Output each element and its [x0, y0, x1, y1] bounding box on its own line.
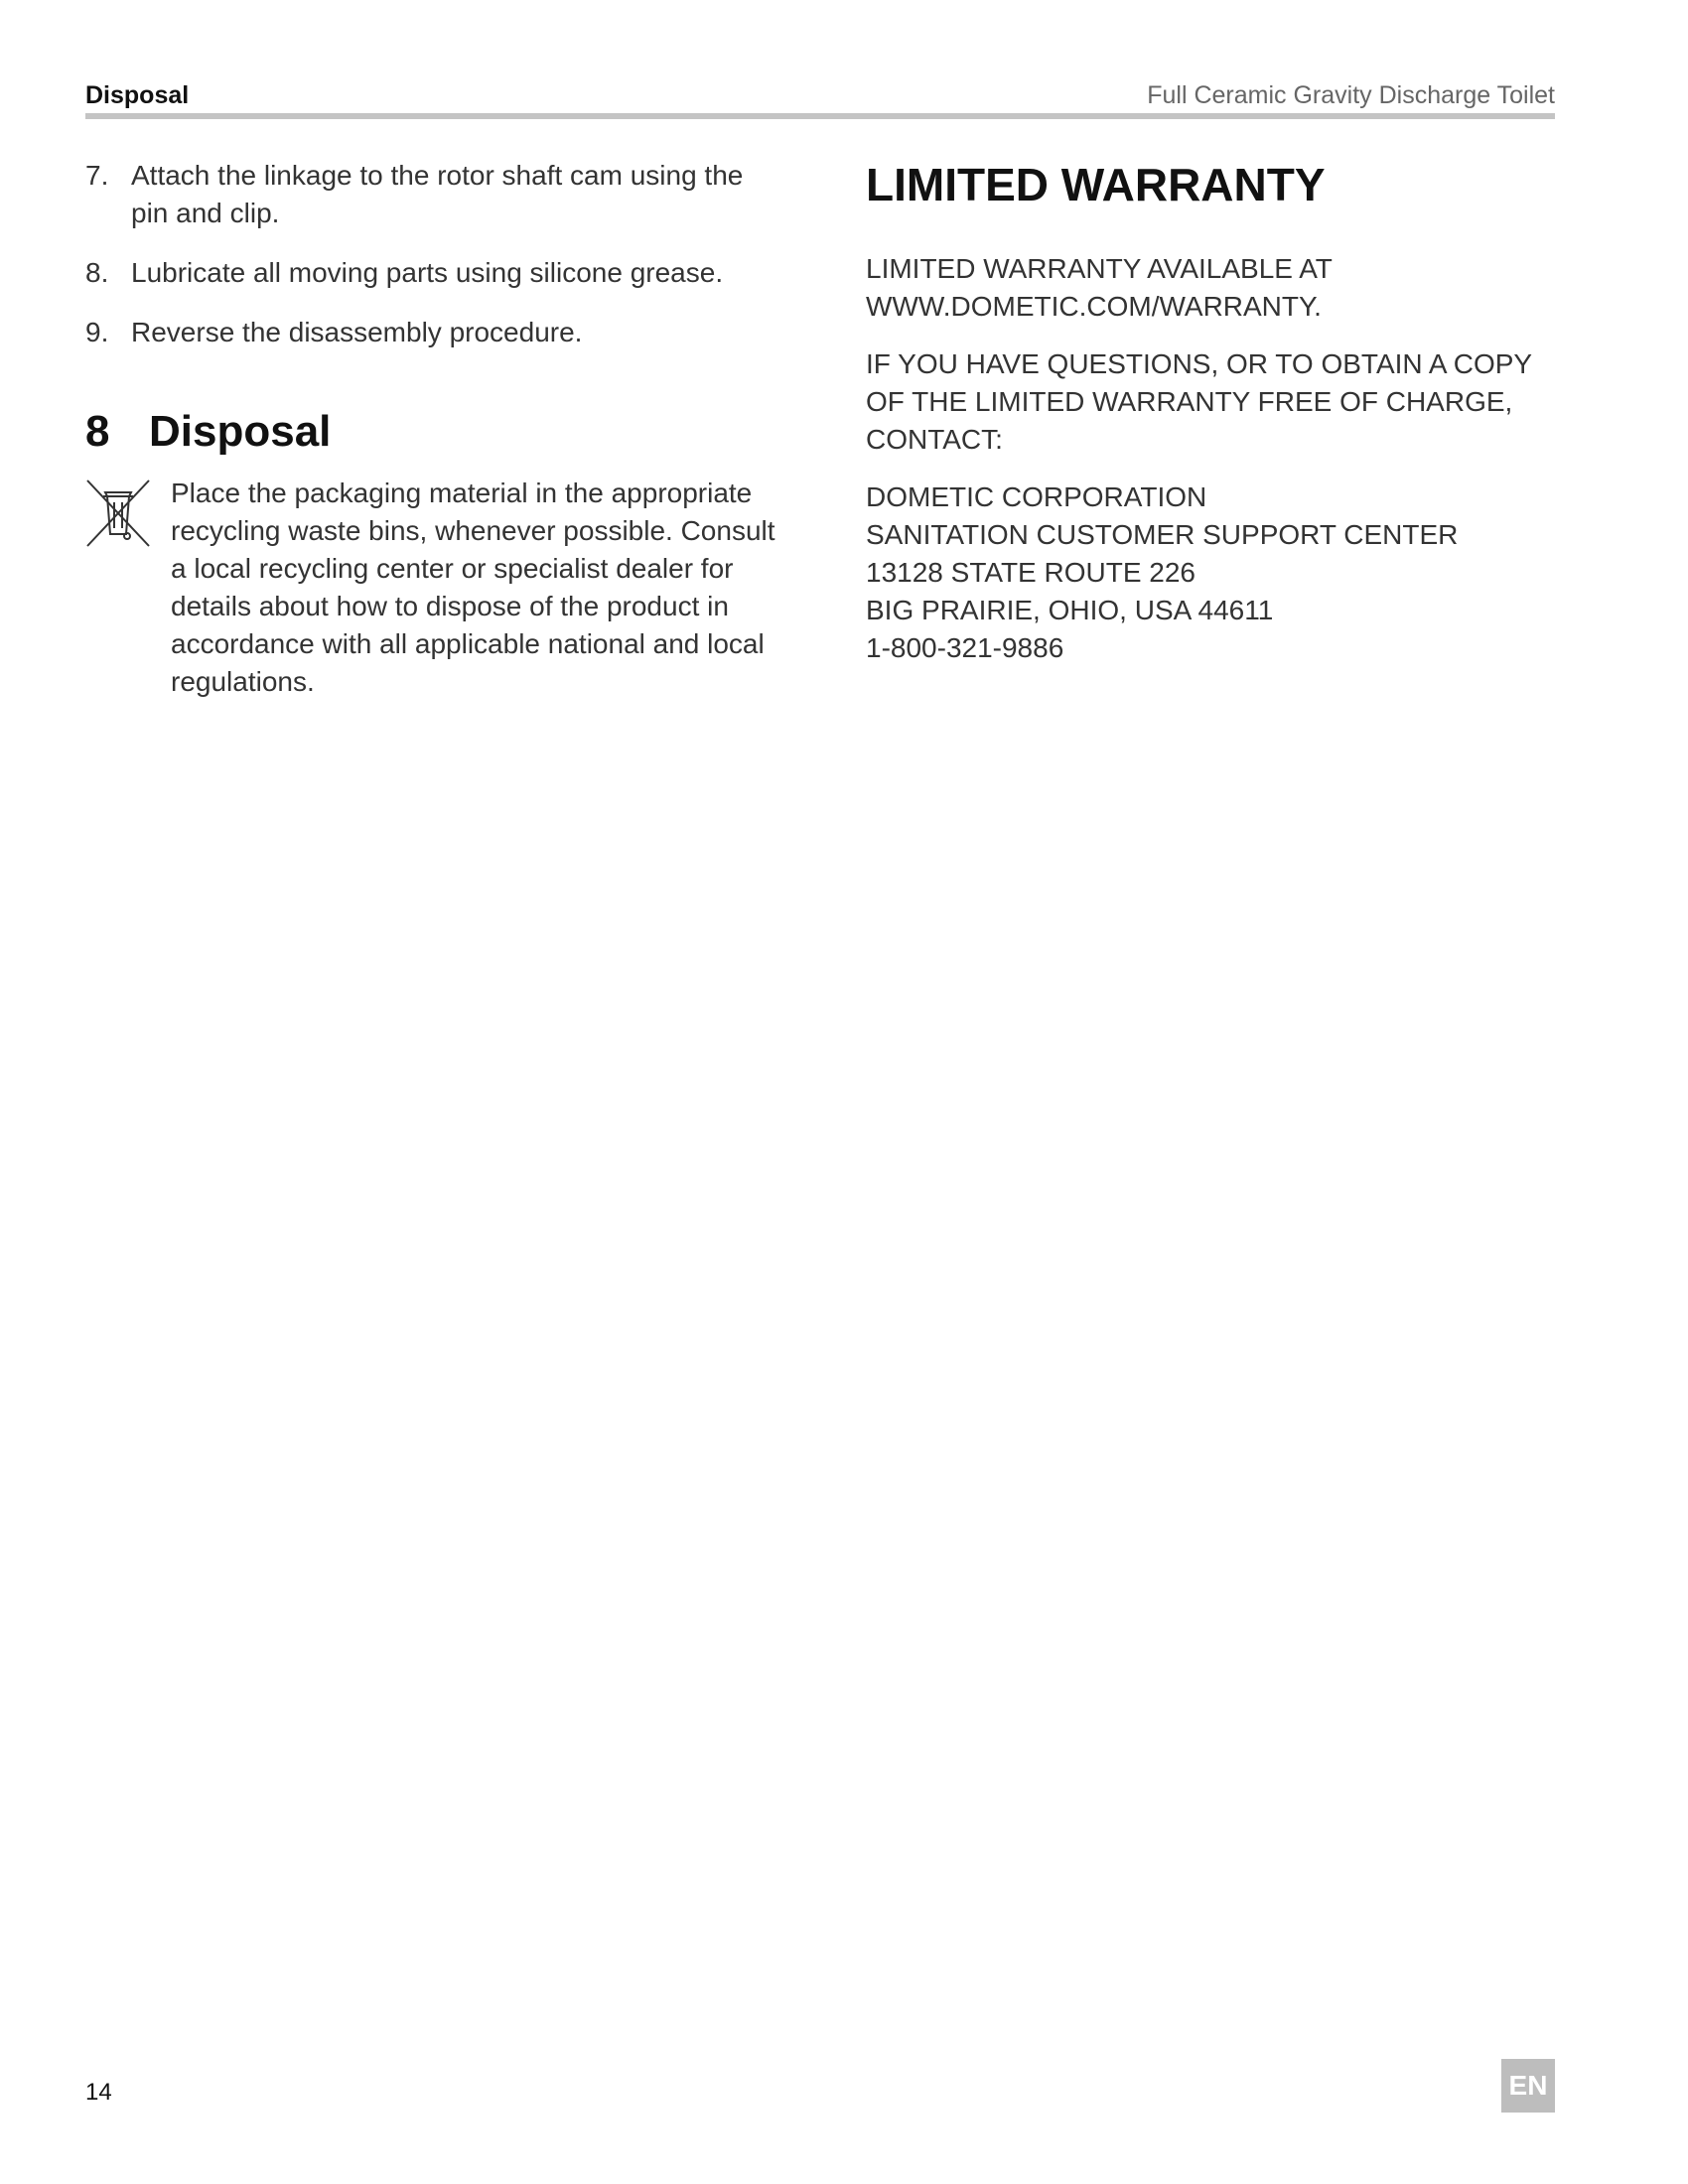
step-text: Lubricate all moving parts using silicone grease. [131, 257, 724, 288]
list-item [85, 254, 780, 292]
step-number: 7. [85, 160, 109, 191]
disposal-text: Place the packaging material in the appropriate recycling waste bins, whenever possible. Consult a local recycling center or specialist dealer for details about how to dispose of the product in accordance with all applicable national and local regulations. [171, 478, 775, 697]
section-title-text: Disposal [149, 407, 332, 456]
warranty-availability-text: LIMITED WARRANTY AVAILABLE AT WWW.DOMETIC.COM/WARRANTY. [866, 253, 1333, 322]
step-text: Reverse the disassembly procedure. [131, 317, 583, 347]
page-number: 14 [85, 2079, 112, 2106]
section-number: 8 [85, 407, 110, 456]
language-badge: EN [1501, 2059, 1555, 2113]
step-number: 8. [85, 257, 109, 288]
list-item [85, 157, 780, 232]
warranty-contact-text: IF YOU HAVE QUESTIONS, OR TO OBTAIN A COPY OF THE LIMITED WARRANTY FREE OF CHARGE, CONTACT: [866, 348, 1532, 455]
header-product-name: Full Ceramic Gravity Discharge Toilet [1147, 81, 1555, 109]
crossed-out-wheelie-bin-icon [85, 478, 151, 548]
header-section-name: Disposal [85, 81, 190, 109]
address-phone: 1-800-321-9886 [866, 632, 1064, 663]
address-city: BIG PRAIRIE, OHIO, USA 44611 [866, 595, 1274, 625]
list-item [85, 314, 780, 351]
maintenance-steps-list [85, 157, 780, 351]
address-street: 13128 STATE ROUTE 226 [866, 557, 1196, 588]
right-column [866, 157, 1561, 687]
left-column [85, 157, 780, 701]
contact-address [866, 478, 1561, 667]
warranty-title: LIMITED WARRANTY [866, 159, 1326, 210]
header-divider [85, 113, 1555, 119]
disposal-section-title [85, 407, 780, 457]
disposal-instructions [85, 475, 780, 701]
step-number: 9. [85, 317, 109, 347]
address-company: DOMETIC CORPORATION [866, 481, 1207, 512]
step-text: Attach the linkage to the rotor shaft cam using the pin and clip. [131, 160, 744, 228]
address-department: SANITATION CUSTOMER SUPPORT CENTER [866, 519, 1459, 550]
page-header [85, 77, 1555, 117]
